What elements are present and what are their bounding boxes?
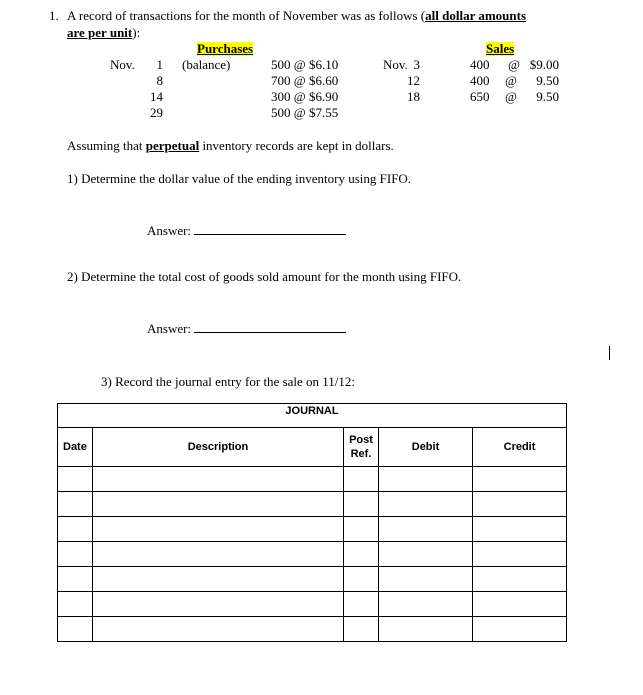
post-ref-cell[interactable] [344,517,379,542]
description-cell[interactable] [93,467,344,492]
description-cell[interactable] [93,492,344,517]
date-cell[interactable] [58,617,93,642]
sale-at: @ [508,57,520,72]
post-ref-line2: Ref. [350,448,372,460]
column-header-date: Date [58,428,93,467]
post-ref-cell[interactable] [344,617,379,642]
text-cursor [609,346,610,360]
journal-table [57,403,567,642]
intro-text: A record of transactions for the month of November was as follows ( [67,8,426,23]
description-cell[interactable] [93,617,344,642]
answer-blank[interactable] [194,320,346,333]
journal-row [58,567,567,592]
description-cell[interactable] [93,542,344,567]
part-3-prompt: 3) Record the journal entry for the sale on 11/12: [101,374,356,389]
answer-label: Answer: [147,321,192,336]
purchases-heading: Purchases [197,41,254,56]
purchase-qty-price: 500 @ $6.10 [271,57,339,72]
assumption-post: inventory records are kept in dollars. [199,138,394,153]
sale-price: $9.00 [529,57,559,72]
date-cell[interactable] [58,567,93,592]
description-cell[interactable] [93,592,344,617]
sale-day: 3 [413,57,420,72]
date-cell[interactable] [58,467,93,492]
part-2-prompt: 2) Determine the total cost of goods sold amount for the month using FIFO. [67,269,462,284]
purchase-qty-price: 500 @ $7.55 [271,105,339,120]
debit-cell[interactable] [379,467,473,492]
sale-at: @ [505,89,517,104]
credit-cell[interactable] [473,542,567,567]
description-cell[interactable] [93,567,344,592]
sale-qty: 650 [470,89,490,104]
intro-close: ): [132,25,141,40]
column-header-description: Description [93,428,344,467]
journal-row [58,517,567,542]
journal-row [58,592,567,617]
post-ref-cell[interactable] [344,467,379,492]
post-ref-line1: Post [349,434,373,446]
purchase-month: Nov. [110,57,135,72]
debit-cell[interactable] [379,592,473,617]
sales-heading: Sales [486,41,515,56]
purchase-day: 1 [156,57,163,72]
credit-cell[interactable] [473,467,567,492]
credit-cell[interactable] [473,517,567,542]
description-cell[interactable] [93,517,344,542]
journal-row [58,617,567,642]
question-intro [67,9,526,23]
credit-cell[interactable] [473,617,567,642]
post-ref-cell[interactable] [344,567,379,592]
purchase-note: (balance) [182,57,231,72]
column-header-post-ref [344,428,379,467]
credit-cell[interactable] [473,592,567,617]
question-intro-line2 [67,26,140,40]
debit-cell[interactable] [379,542,473,567]
debit-cell[interactable] [379,517,473,542]
sale-month: Nov. [383,57,408,72]
answer-blank[interactable] [194,222,346,235]
part-1-prompt: 1) Determine the dollar value of the ending inventory using FIFO. [67,171,412,186]
purchase-qty-price: 700 @ $6.60 [271,73,339,88]
purchase-day: 14 [150,89,163,104]
journal-row [58,492,567,517]
sale-at: @ [505,73,517,88]
sale-day: 12 [407,73,420,88]
credit-cell[interactable] [473,492,567,517]
date-cell[interactable] [58,517,93,542]
assumption-text [67,139,394,153]
debit-cell[interactable] [379,492,473,517]
purchase-day: 8 [156,73,163,88]
post-ref-cell[interactable] [344,542,379,567]
sale-day: 18 [407,89,420,104]
part-2-answer [147,320,346,336]
column-header-credit: Credit [473,428,567,467]
post-ref-cell[interactable] [344,592,379,617]
answer-label: Answer: [147,223,192,238]
purchase-qty-price: 300 @ $6.90 [271,89,339,104]
credit-cell[interactable] [473,567,567,592]
sale-price: 9.50 [536,73,559,88]
post-ref-cell[interactable] [344,492,379,517]
date-cell[interactable] [58,542,93,567]
assumption-emphasis: perpetual [145,138,200,153]
date-cell[interactable] [58,492,93,517]
journal-title: JOURNAL [58,404,567,428]
sale-qty: 400 [470,57,490,72]
journal-row [58,542,567,567]
part-1-answer [147,222,346,238]
debit-cell[interactable] [379,617,473,642]
journal-row [58,467,567,492]
sale-price: 9.50 [536,89,559,104]
debit-cell[interactable] [379,567,473,592]
sale-qty: 400 [470,73,490,88]
assumption-pre: Assuming that [67,138,146,153]
intro-emphasis-2: are per unit [67,25,133,40]
column-header-debit: Debit [379,428,473,467]
date-cell[interactable] [58,592,93,617]
question-number: 1. [49,8,59,23]
purchase-day: 29 [150,105,163,120]
intro-emphasis-1: all dollar amounts [425,8,527,23]
